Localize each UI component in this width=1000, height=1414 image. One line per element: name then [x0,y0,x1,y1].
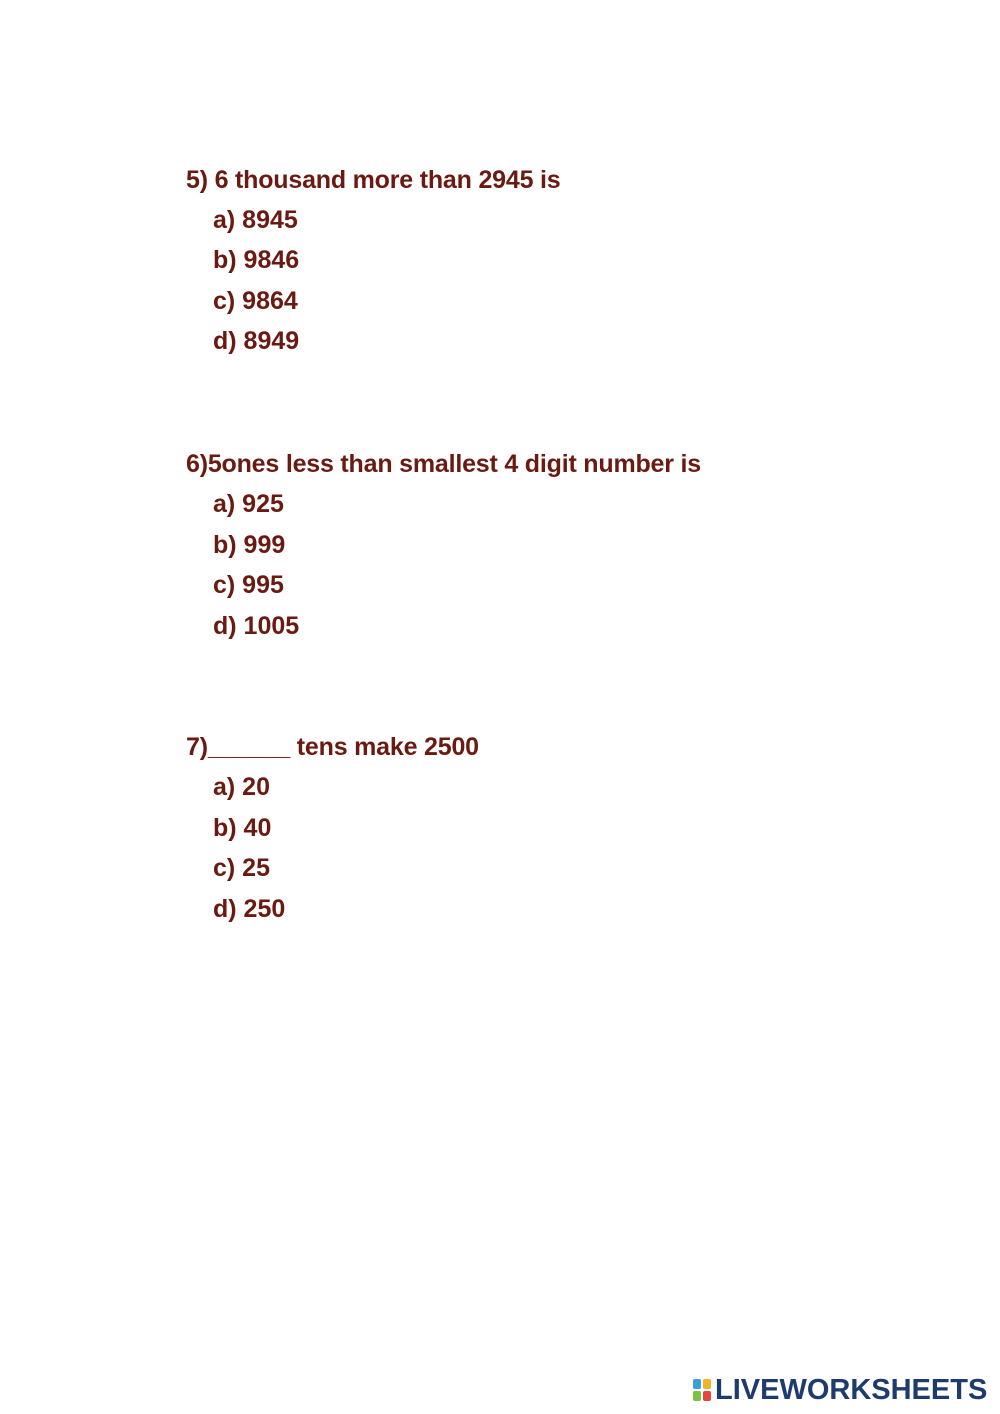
question-6 [186,449,701,640]
option-b: b) 999 [213,531,286,559]
logo-tile [703,1379,711,1389]
option-a: a) 8945 [213,206,298,234]
question-text: 7)______ tens make 2500 [186,733,479,761]
question-text: 5) 6 thousand more than 2945 is [186,166,561,194]
liveworksheets-logo-icon [692,1378,712,1402]
option-b: b) 9846 [213,246,300,274]
option-d: d) 8949 [213,327,300,355]
option-a: a) 20 [213,773,270,801]
logo-tile [703,1391,711,1401]
logo-tile [693,1391,701,1401]
option-c: c) 25 [213,854,270,882]
question-7 [186,732,479,923]
brand-name: LIVEWORKSHEETS [715,1373,988,1406]
option-c: c) 9864 [213,287,298,315]
option-d: d) 250 [213,895,286,923]
question-text: 6)5ones less than smallest 4 digit number is [186,450,701,478]
liveworksheets-logo[interactable] [692,1373,987,1407]
option-c: c) 995 [213,571,284,599]
option-b: b) 40 [213,814,272,842]
option-d: d) 1005 [213,612,300,640]
question-5 [186,165,561,355]
option-a: a) 925 [213,490,284,518]
logo-tile [693,1379,701,1389]
